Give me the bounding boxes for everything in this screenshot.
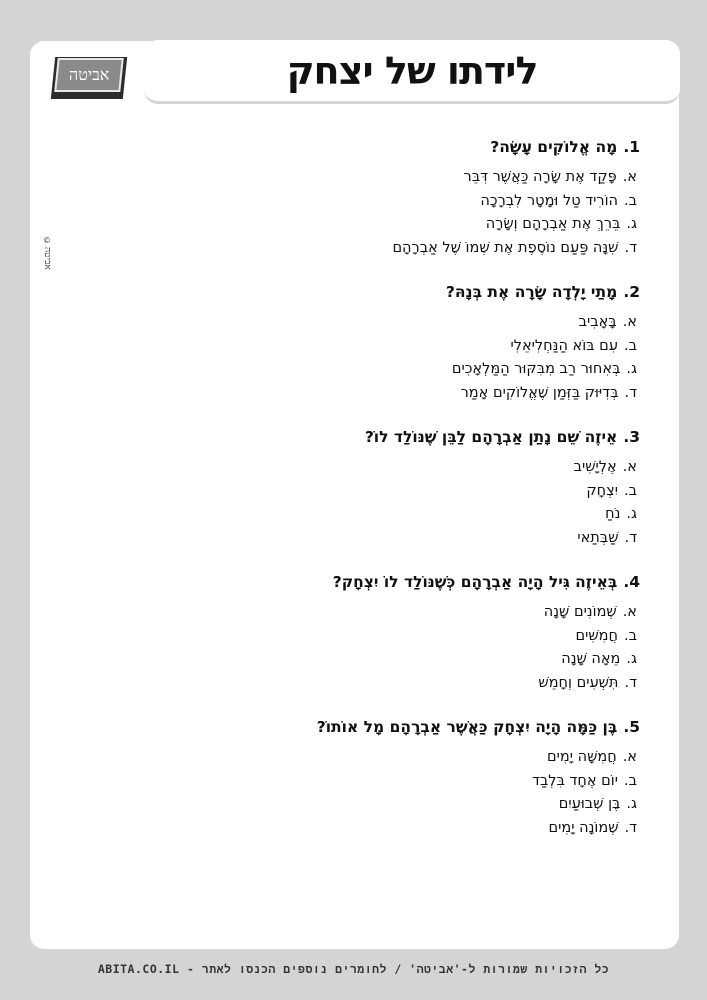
answer-option <box>200 793 640 817</box>
side-watermark <box>40 236 54 282</box>
question-text: מָה אֱלוֹקִים עָשָׂה? <box>490 138 618 156</box>
option-text: חֲמִשָּׁה יָמִים <box>547 749 617 765</box>
answer-option <box>200 190 640 214</box>
option-letter: א. <box>622 169 637 185</box>
option-letter: ב. <box>624 627 637 644</box>
questions-list <box>200 135 640 860</box>
option-letter: ג. <box>626 506 637 522</box>
question-2 <box>200 280 640 405</box>
answer-option <box>200 601 640 625</box>
answer-option <box>200 237 640 261</box>
option-letter: ד. <box>624 529 637 546</box>
option-letter: ב. <box>624 772 637 789</box>
question-heading <box>200 425 640 449</box>
option-letter: ג. <box>626 651 637 667</box>
logo-text: אביטה <box>68 65 110 84</box>
option-letter: ב. <box>624 337 637 354</box>
question-heading <box>200 715 640 739</box>
answer-option <box>200 625 640 649</box>
question-heading <box>200 570 640 594</box>
option-text: שְׁמוֹנִים שָׁנָה <box>543 604 617 620</box>
logo <box>54 58 124 92</box>
option-text: חֲמִשִּׁים <box>575 627 618 644</box>
option-text: בְּאִחוּר רַב מִבִּקּוּר הַמַּלְאָכִים <box>451 361 621 377</box>
option-text: שְׁמוֹנָה יָמִים <box>548 819 619 836</box>
footer-copyright: כל הזכויות שמורות ל-'אביטה' / לחומרים נוספים הכנסו לאתר - ABITA.CO.IL <box>97 962 610 976</box>
option-letter: ד. <box>624 674 637 691</box>
page-title: לידתו של יצחק <box>286 48 538 93</box>
answer-option <box>200 166 640 190</box>
option-text: עִם בּוֹא הַנַּחְלִיאֵלִי <box>510 337 618 354</box>
option-letter: ג. <box>626 796 637 812</box>
question-heading <box>200 135 640 159</box>
option-letter: ג. <box>626 216 637 232</box>
question-5 <box>200 715 640 840</box>
side-watermark-text: אביטה <box>42 247 52 270</box>
option-letter: א. <box>622 604 637 620</box>
question-heading <box>200 280 640 304</box>
answer-option <box>200 770 640 794</box>
option-text: יוֹם אֶחָד בִּלְבַד <box>531 772 618 789</box>
option-letter: ד. <box>624 239 637 256</box>
question-number: 3. <box>623 428 640 446</box>
option-letter: ב. <box>624 192 637 209</box>
question-1 <box>200 135 640 260</box>
answer-option <box>200 382 640 406</box>
option-text: שַׁבְּתַאי <box>577 529 619 546</box>
option-text: בָּאָבִיב <box>578 314 617 330</box>
question-3 <box>200 425 640 550</box>
title-bar <box>144 40 680 104</box>
option-text: שִׁנָּה פַּעַם נוֹסֶפֶת אֶת שְׁמוֹ שֶׁל אַבְרָהָם <box>392 239 619 256</box>
answer-option <box>200 335 640 359</box>
option-text: יִצְחָק <box>586 482 618 499</box>
option-text: בֶּן שְׁבוּעַיִם <box>558 796 621 812</box>
option-letter: ב. <box>624 482 637 499</box>
question-number: 5. <box>623 718 640 736</box>
option-text: תִּשְׁעִים וְחָמֵשׁ <box>538 674 619 691</box>
answer-option <box>200 648 640 672</box>
question-text: בֶּן כַּמָּה הָיָה יִצְחָק כַּאֲשֶׁר אַבְרָהָם מָל אוֹתוֹ? <box>316 718 618 736</box>
answer-option <box>200 213 640 237</box>
answer-option <box>200 480 640 504</box>
copyright-symbol: © <box>43 236 51 245</box>
answer-option <box>200 672 640 696</box>
answer-option <box>200 456 640 480</box>
option-text: בְּדִיּוּק בַּזְּמַן שֶׁאֱלוֹקִים אָמַר <box>460 384 619 401</box>
option-letter: ג. <box>626 361 637 377</box>
option-text: מֵאָה שָׁנָה <box>561 651 621 667</box>
answer-option <box>200 311 640 335</box>
question-4 <box>200 570 640 695</box>
question-text: בְּאֵיזֶה גִּיל הָיָה אַבְרָהָם כְּשֶׁנּוֹלַד לוֹ יִצְחָק? <box>332 573 618 591</box>
option-letter: א. <box>622 459 637 475</box>
question-number: 4. <box>623 573 640 591</box>
answer-option <box>200 358 640 382</box>
question-text: אֵיזֶה שֵׁם נָתַן אַבְרָהָם לַבֵּן שֶׁנּוֹלַד לוֹ? <box>364 428 618 446</box>
option-letter: ד. <box>624 384 637 401</box>
answer-option <box>200 746 640 770</box>
option-letter: א. <box>622 749 637 765</box>
question-number: 1. <box>623 138 640 156</box>
option-text: הוֹרִיד טַל וּמָטָר לִבְרָכָה <box>480 192 618 209</box>
question-number: 2. <box>623 283 640 301</box>
option-text: נֹחַ <box>605 506 621 522</box>
option-letter: ד. <box>624 819 637 836</box>
option-letter: א. <box>622 314 637 330</box>
answer-option <box>200 817 640 841</box>
answer-option <box>200 503 640 527</box>
option-text: אֶלְיָשִׁיב <box>573 459 617 475</box>
question-text: מָתַי יָלְדָה שָׂרָה אֶת בְּנָהּ? <box>445 283 618 301</box>
answer-option <box>200 527 640 551</box>
option-text: פָּקַד אֶת שָׂרָה כַּאֲשֶׁר דִּבֵּר <box>463 169 617 185</box>
option-text: בֵּרֵךְ אֶת אַבְרָהָם וְשָׂרָה <box>485 216 621 232</box>
